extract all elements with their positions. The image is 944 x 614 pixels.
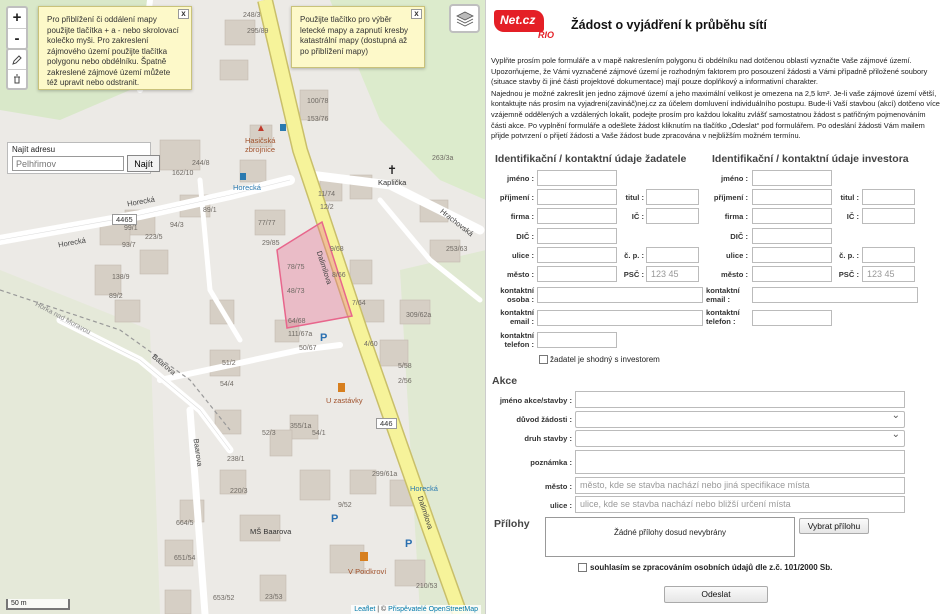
parking-icon-2: P bbox=[331, 513, 339, 525]
applicant-osoba-input[interactable] bbox=[537, 287, 703, 303]
address-search-button[interactable]: Najít bbox=[127, 155, 160, 172]
house-number: 78/75 bbox=[287, 264, 305, 271]
investor-psc-input[interactable]: 123 45 bbox=[862, 266, 915, 282]
house-number: 653/52 bbox=[213, 595, 235, 602]
parking-icon: P bbox=[320, 332, 328, 344]
house-number: 210/53 bbox=[416, 583, 438, 590]
parking-icon-3: P bbox=[405, 538, 413, 550]
street-label-horecka-2: Horecká bbox=[126, 194, 156, 209]
poi-u-zastavky: U zastávky bbox=[326, 396, 363, 405]
applicant-heading: Identifikační / kontaktní údaje žadatele bbox=[495, 153, 687, 165]
house-number: 99/1 bbox=[124, 225, 138, 232]
house-number: 2/56 bbox=[398, 378, 412, 385]
investor-jmeno-label: jméno : bbox=[720, 174, 748, 183]
house-number: 111/67a bbox=[288, 331, 313, 338]
investor-mesto-label: město : bbox=[720, 270, 748, 279]
investor-ulice-label: ulice : bbox=[726, 251, 748, 260]
attachments-list: Žádné přílohy dosud nevybrány bbox=[545, 517, 795, 557]
applicant-mesto-label: město : bbox=[506, 270, 534, 279]
house-number: 8/66 bbox=[332, 272, 346, 279]
street-label-baarova-2: Baarova bbox=[191, 438, 205, 467]
road-badge-446: 446 bbox=[376, 418, 397, 429]
investor-mesto-input[interactable] bbox=[752, 266, 832, 282]
applicant-ic-label: IČ : bbox=[631, 212, 644, 221]
akce-druh-select[interactable] bbox=[575, 430, 905, 447]
layers-button[interactable] bbox=[449, 4, 480, 33]
akce-poznamka-textarea[interactable] bbox=[575, 450, 905, 474]
poi-ms-baarova: MŠ Baarova bbox=[250, 527, 292, 536]
address-search-input[interactable] bbox=[12, 156, 124, 171]
investor-heading: Identifikační / kontaktní údaje investora bbox=[712, 153, 909, 165]
akce-ulice-label: ulice : bbox=[550, 501, 572, 510]
house-number: 54/1 bbox=[312, 430, 326, 437]
submit-button[interactable]: Odeslat bbox=[664, 586, 768, 603]
applicant-psc-label: PSČ : bbox=[623, 270, 644, 279]
poi-horecka-2: Horecká bbox=[410, 484, 438, 493]
investor-psc-label: PSČ : bbox=[838, 270, 859, 279]
street-label-dalimilova: Dalimilova bbox=[314, 249, 334, 286]
map-help-tooltip bbox=[38, 6, 192, 90]
akce-poznamka-label: poznámka : bbox=[530, 458, 572, 467]
church-icon: ✝ bbox=[387, 163, 398, 177]
poi-v-poidkrovi: V Poidkroví bbox=[348, 567, 387, 576]
logo-rio: RIO bbox=[538, 30, 555, 40]
prilohy-heading: Přílohy bbox=[494, 518, 530, 530]
applicant-prijmeni-input[interactable] bbox=[537, 189, 617, 205]
investor-telefon-label: kontaktní telefon : bbox=[706, 308, 740, 326]
house-number: 29/85 bbox=[262, 240, 280, 247]
house-number: 48/73 bbox=[287, 288, 305, 295]
house-number: 23/53 bbox=[265, 594, 283, 601]
house-number: 89/1 bbox=[203, 207, 217, 214]
house-number: 162/10 bbox=[172, 170, 194, 177]
akce-duvod-label: důvod žádosti : bbox=[516, 415, 572, 424]
investor-telefon-input[interactable] bbox=[752, 310, 832, 326]
edit-icon bbox=[12, 55, 22, 65]
consent-checkbox[interactable] bbox=[578, 563, 587, 572]
map-scale: 50 m bbox=[6, 599, 70, 610]
intro-paragraph-1: Vyplňte prosím pole formuláře a v mapě nakreslením polygonu či obdélníku nad dotčenou oblastí vyznačte Vaše zájmové území. Upozorňujeme, že Vámi vyznačené zájmové území je rozhodným faktorem pro posouzení žádosti a Vámi případně přiložené soubory (situace stavby či jiné části projektové dokumentace) mají pouze doplňkový a informativní charakter. bbox=[491, 56, 928, 87]
map-attribution bbox=[351, 605, 481, 614]
applicant-prijmeni-label: příjmení : bbox=[499, 193, 534, 202]
house-number: 309/62a bbox=[406, 312, 432, 319]
house-number: 77/77 bbox=[258, 220, 276, 227]
applicant-jmeno-label: jméno : bbox=[506, 174, 534, 183]
investor-email-input[interactable] bbox=[752, 287, 918, 303]
applicant-dic-input[interactable] bbox=[537, 228, 617, 244]
zoom-out-button[interactable]: - bbox=[8, 28, 26, 48]
house-number: 4/60 bbox=[364, 341, 378, 348]
house-number: 94/3 bbox=[170, 222, 184, 229]
house-number: 355/1a bbox=[290, 423, 312, 430]
layers-help-text: Použijte tlačítko pro výběr letecké mapy a zapnutí kresby katastrální mapy (dostupná až po přiblížení mapy) bbox=[300, 15, 409, 56]
akce-mesto-label: město : bbox=[544, 482, 572, 491]
akce-jmeno-label: jméno akce/stavby : bbox=[499, 396, 572, 405]
close-layers-tooltip-button[interactable]: x bbox=[411, 9, 422, 19]
applicant-firma-input[interactable] bbox=[537, 208, 617, 224]
house-number: 7/64 bbox=[352, 300, 366, 307]
applicant-titul-input[interactable] bbox=[646, 189, 699, 205]
intro-text bbox=[491, 56, 941, 142]
page-title: Žádost o vyjádření k průběhu sítí bbox=[571, 18, 767, 32]
applicant-cp-input[interactable] bbox=[646, 247, 699, 263]
akce-ulice-input[interactable]: ulice, kde se stavba nachází nebo bližší určení místa bbox=[575, 496, 905, 513]
address-search-box bbox=[7, 142, 151, 174]
investor-ic-label: IČ : bbox=[846, 212, 859, 221]
osm-link[interactable]: Přispěvatelé OpenStreetMap bbox=[388, 606, 478, 613]
close-tooltip-button[interactable]: x bbox=[178, 9, 189, 19]
applicant-telefon-input[interactable] bbox=[537, 332, 617, 348]
applicant-ic-input[interactable] bbox=[646, 208, 699, 224]
draw-tools bbox=[6, 48, 28, 90]
house-number: 52/3 bbox=[262, 430, 276, 437]
house-number: 263/3a bbox=[432, 155, 454, 162]
house-number: 248/3 bbox=[243, 12, 261, 19]
trash-icon bbox=[12, 74, 22, 84]
applicant-ulice-input[interactable] bbox=[537, 247, 617, 263]
applicant-dic-label: DIČ : bbox=[516, 232, 534, 241]
applicant-telefon-label: kontaktní telefon : bbox=[500, 331, 534, 349]
house-number: 51/2 bbox=[222, 360, 236, 367]
address-search-label: Najít adresu bbox=[12, 145, 56, 154]
applicant-cp-label: č. p. : bbox=[624, 251, 644, 260]
house-number: 295/89 bbox=[247, 28, 269, 35]
applicant-email-label: kontaktní email : bbox=[500, 308, 534, 326]
house-number: 299/61a bbox=[372, 471, 398, 478]
zoom-control bbox=[6, 6, 28, 50]
house-number: 12/2 bbox=[320, 204, 334, 211]
investor-dic-input[interactable] bbox=[752, 228, 832, 244]
layers-help-tooltip bbox=[291, 6, 425, 68]
consent-label: souhlasím se zpracováním osobních údajů dle z.č. 101/2000 Sb. bbox=[590, 563, 833, 572]
house-number: 54/4 bbox=[220, 381, 234, 388]
street-label-horecka: Horecká bbox=[57, 235, 87, 250]
investor-dic-label: DIČ : bbox=[730, 232, 748, 241]
akce-duvod-select[interactable] bbox=[575, 411, 905, 428]
investor-ic-input[interactable] bbox=[862, 208, 915, 224]
akce-jmeno-input[interactable] bbox=[575, 391, 905, 408]
investor-cp-input[interactable] bbox=[862, 247, 915, 263]
poi-horecka: Horecká bbox=[233, 183, 261, 192]
investor-cp-label: č. p. : bbox=[839, 251, 859, 260]
house-number: 253/63 bbox=[446, 246, 468, 253]
akce-mesto-input[interactable]: město, kde se stavba nachází nebo jiná specifikace místa bbox=[575, 477, 905, 494]
house-number: 9/68 bbox=[330, 246, 344, 253]
house-number: 220/3 bbox=[230, 488, 248, 495]
house-number: 244/8 bbox=[192, 160, 210, 167]
house-number: 138/9 bbox=[112, 274, 130, 281]
delete-polygon-button[interactable] bbox=[8, 69, 26, 88]
attribution-separator: | © bbox=[375, 606, 389, 613]
applicant-email-input[interactable] bbox=[537, 310, 703, 326]
house-number: 223/5 bbox=[145, 234, 163, 241]
house-number: 64/68 bbox=[288, 318, 306, 325]
same-as-investor-label: žadatel je shodný s investorem bbox=[550, 355, 660, 364]
house-number: 93/7 bbox=[122, 242, 136, 249]
applicant-osoba-label: kontaktní osoba : bbox=[500, 286, 534, 304]
house-number: 100/78 bbox=[307, 98, 329, 105]
choose-attachment-button[interactable]: Vybrat přílohu bbox=[799, 518, 869, 534]
investor-prijmeni-label: příjmení : bbox=[713, 193, 748, 202]
house-number: 651/54 bbox=[174, 555, 196, 562]
house-number: 5/58 bbox=[398, 363, 412, 370]
applicant-ulice-label: ulice : bbox=[512, 251, 534, 260]
fire-station-icon: ▲ bbox=[256, 123, 266, 134]
applicant-firma-label: firma : bbox=[510, 212, 534, 221]
house-number: 9/52 bbox=[338, 502, 352, 509]
leaflet-link[interactable]: Leaflet bbox=[354, 606, 376, 613]
house-number: 153/76 bbox=[307, 116, 329, 123]
map-help-text: Pro přiblížení či oddálení mapy použijte tlačítka + a - nebo skrolovací kolečko myši. Pro zakreslení zájmového území použijte tlačítka polygonu nebo obdélníku. Špatně zakreslené zájmové území můžete též upravit nebo odstranit. bbox=[47, 15, 179, 87]
edit-polygon-button[interactable] bbox=[8, 50, 26, 69]
house-number: 50/67 bbox=[299, 345, 317, 352]
investor-email-label: kontaktní email : bbox=[706, 286, 740, 304]
investor-jmeno-input[interactable] bbox=[752, 170, 832, 186]
applicant-titul-label: titul : bbox=[625, 193, 644, 202]
akce-druh-label: druh stavby : bbox=[524, 434, 572, 443]
investor-prijmeni-input[interactable] bbox=[752, 189, 832, 205]
street-label-baarova: Baarova bbox=[150, 352, 178, 377]
house-number: 11/74 bbox=[318, 191, 335, 198]
investor-titul-label: titul : bbox=[840, 193, 859, 202]
investor-firma-label: firma : bbox=[724, 212, 748, 221]
intro-paragraph-2: Najednou je možné zakreslit jen jedno zájmové území a jeho maximální velikost je omezena na 2,5 km². Je-li vaše zájmové území větší, kontaktujte nás prosím na vyjadreni(zavináč)nej.cz za účelem domluvení individuálního postupu. Bude-li Vaší stavbou (akcí) dotčeno více vzájemně oddělených a vzdálených lokalit, podejte prosím pro každou lokalitu zvlášť samostatnou žádost s patřičným pojmenováním části akce. Po vyplnění formuláře a odešlete žádost kliknutím na tlačítko „Odeslat“ pod formulářem. Po odeslání žádosti Vám mailem přijde potvrzení o přijetí žádosti a Vaše žádost bude zpracována v nejbližším možném termínu. bbox=[491, 88, 940, 141]
applicant-mesto-input[interactable] bbox=[537, 266, 617, 282]
poi-kaplicka: Kaplička bbox=[378, 178, 407, 187]
same-as-investor-checkbox[interactable] bbox=[539, 355, 548, 364]
layers-icon bbox=[455, 10, 475, 28]
zoom-in-button[interactable]: + bbox=[12, 9, 22, 26]
street-label-hrachovska: Hrachovská bbox=[438, 206, 476, 239]
applicant-jmeno-input[interactable] bbox=[537, 170, 617, 186]
house-number: 664/5 bbox=[176, 520, 194, 527]
road-badge-4465: 4465 bbox=[112, 214, 137, 225]
railway-label: Horka nad Moravou bbox=[33, 300, 92, 337]
poi-hasicska: Hasičská zbrojnice bbox=[245, 136, 276, 154]
applicant-psc-input[interactable]: 123 45 bbox=[646, 266, 699, 282]
investor-ulice-input[interactable] bbox=[752, 247, 832, 263]
akce-heading: Akce bbox=[492, 375, 518, 387]
street-label-dalimilova-2: Dalimilova bbox=[415, 494, 435, 531]
house-number: 238/1 bbox=[227, 456, 245, 463]
investor-titul-input[interactable] bbox=[862, 189, 915, 205]
logo-mark: Net.cz bbox=[494, 10, 544, 32]
investor-firma-input[interactable] bbox=[752, 208, 832, 224]
house-number: 89/2 bbox=[109, 293, 123, 300]
